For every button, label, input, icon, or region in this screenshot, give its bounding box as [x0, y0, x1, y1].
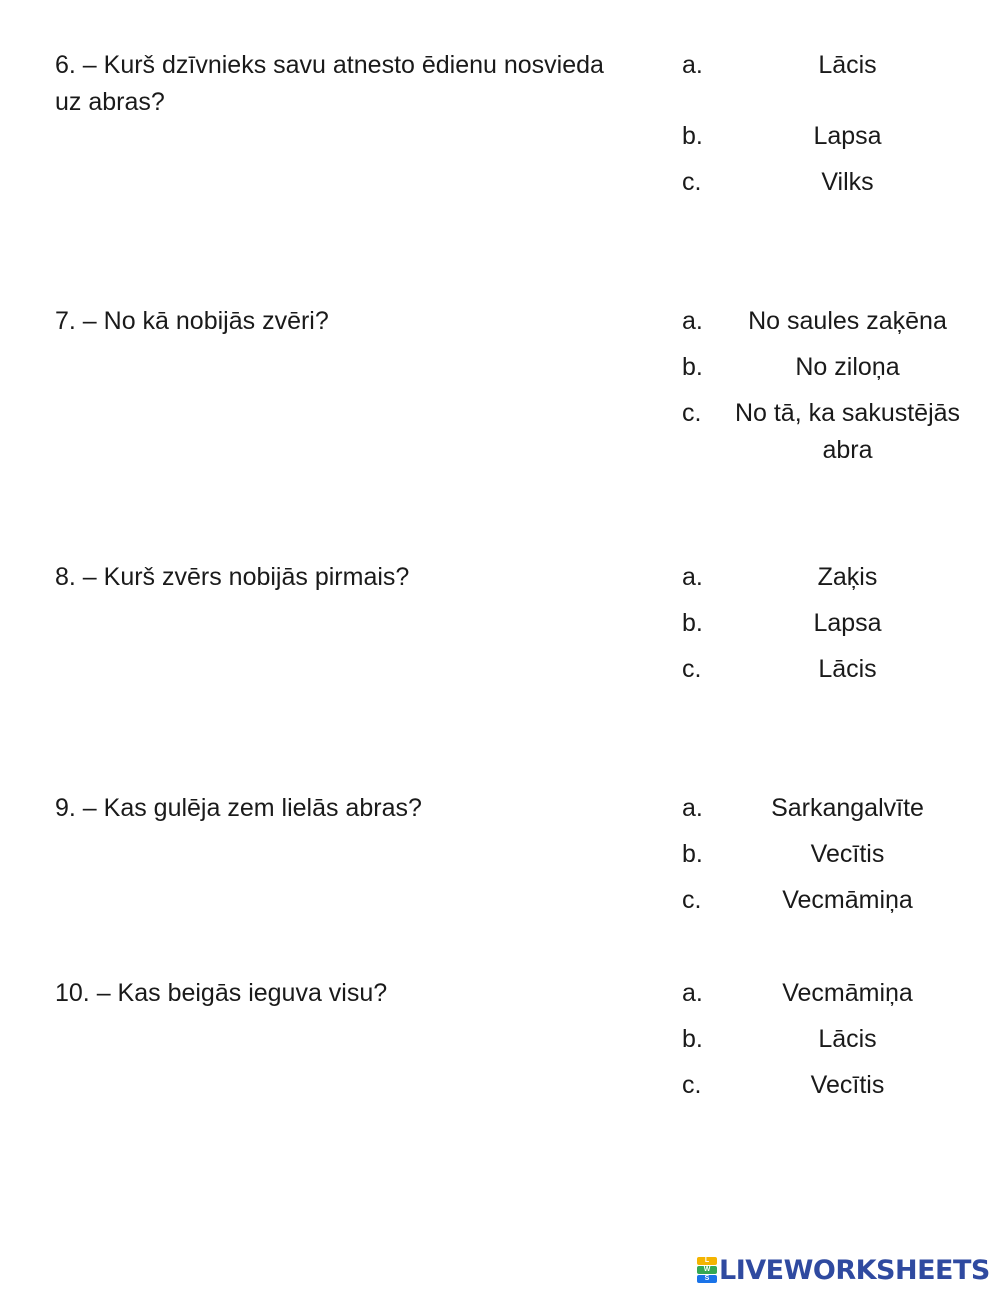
option-text: Vilks: [821, 168, 874, 196]
option-text: No saules zaķēna: [748, 307, 947, 335]
question-7-option-b[interactable]: [670, 349, 990, 386]
question-7-option-c[interactable]: [670, 395, 990, 469]
option-letter: b.: [682, 353, 703, 381]
option-text: No ziloņa: [795, 353, 900, 381]
option-letter: b.: [682, 122, 703, 150]
question-7-text: 7. – No kā nobijās zvēri?: [55, 307, 329, 335]
question-10-text: 10. – Kas beigās ieguva visu?: [55, 979, 388, 1007]
option-text: Lapsa: [813, 122, 882, 150]
option-letter: a.: [682, 563, 703, 591]
liveworksheets-mark-icon: [697, 1257, 717, 1283]
question-8: [55, 559, 645, 596]
option-letter: c.: [682, 655, 702, 683]
question-6-text-line1: 6. – Kurš dzīvnieks savu atnesto ēdienu nosvieda: [55, 51, 604, 79]
option-text: Vecmāmiņa: [782, 979, 913, 1007]
option-text: Lācis: [818, 1025, 877, 1053]
question-7: [55, 303, 645, 340]
question-8-option-a[interactable]: [670, 559, 990, 596]
option-letter: c.: [682, 1071, 702, 1099]
option-text: Lapsa: [813, 609, 882, 637]
question-6-option-c[interactable]: [670, 164, 990, 201]
mark-block-l: L: [697, 1257, 717, 1265]
logo-text: LIVEWORKSHEETS: [719, 1254, 990, 1286]
question-9-text: 9. – Kas gulēja zem lielās abras?: [55, 794, 422, 822]
question-8-option-b[interactable]: [670, 605, 990, 642]
option-text: Zaķis: [817, 563, 878, 591]
option-text-line2: abra: [822, 436, 873, 464]
question-6-option-a[interactable]: [670, 47, 990, 84]
question-10-option-a[interactable]: [670, 975, 990, 1012]
option-letter: a.: [682, 794, 703, 822]
option-letter: b.: [682, 1025, 703, 1053]
option-letter: a.: [682, 51, 703, 79]
question-10-option-b[interactable]: [670, 1021, 990, 1058]
question-9-option-c[interactable]: [670, 882, 990, 919]
question-6-text-line2: uz abras?: [55, 88, 165, 116]
liveworksheets-logo[interactable]: [697, 1254, 997, 1286]
option-text: Vecmāmiņa: [782, 886, 913, 914]
option-text: Sarkangalvīte: [771, 794, 924, 822]
option-letter: c.: [682, 168, 702, 196]
question-6: [55, 47, 645, 121]
option-letter: b.: [682, 609, 703, 637]
question-8-option-c[interactable]: [670, 651, 990, 688]
option-letter: a.: [682, 307, 703, 335]
option-letter: a.: [682, 979, 703, 1007]
question-10-option-c[interactable]: [670, 1067, 990, 1104]
question-7-option-a[interactable]: [670, 303, 990, 340]
option-text: Vecītis: [810, 840, 885, 868]
question-8-text: 8. – Kurš zvērs nobijās pirmais?: [55, 563, 410, 591]
mark-block-s: S: [697, 1275, 717, 1283]
question-9-option-b[interactable]: [670, 836, 990, 873]
option-text-line1: No tā, ka sakustējās: [734, 399, 961, 427]
option-letter: c.: [682, 399, 702, 427]
option-letter: b.: [682, 840, 703, 868]
question-9: [55, 790, 645, 827]
question-6-option-b[interactable]: [670, 118, 990, 155]
option-text: Vecītis: [810, 1071, 885, 1099]
option-letter: c.: [682, 886, 702, 914]
option-text: Lācis: [818, 655, 877, 683]
mark-block-w: W: [697, 1266, 717, 1274]
option-text: Lācis: [818, 51, 877, 79]
question-10: [55, 975, 645, 1012]
question-9-option-a[interactable]: [670, 790, 990, 827]
